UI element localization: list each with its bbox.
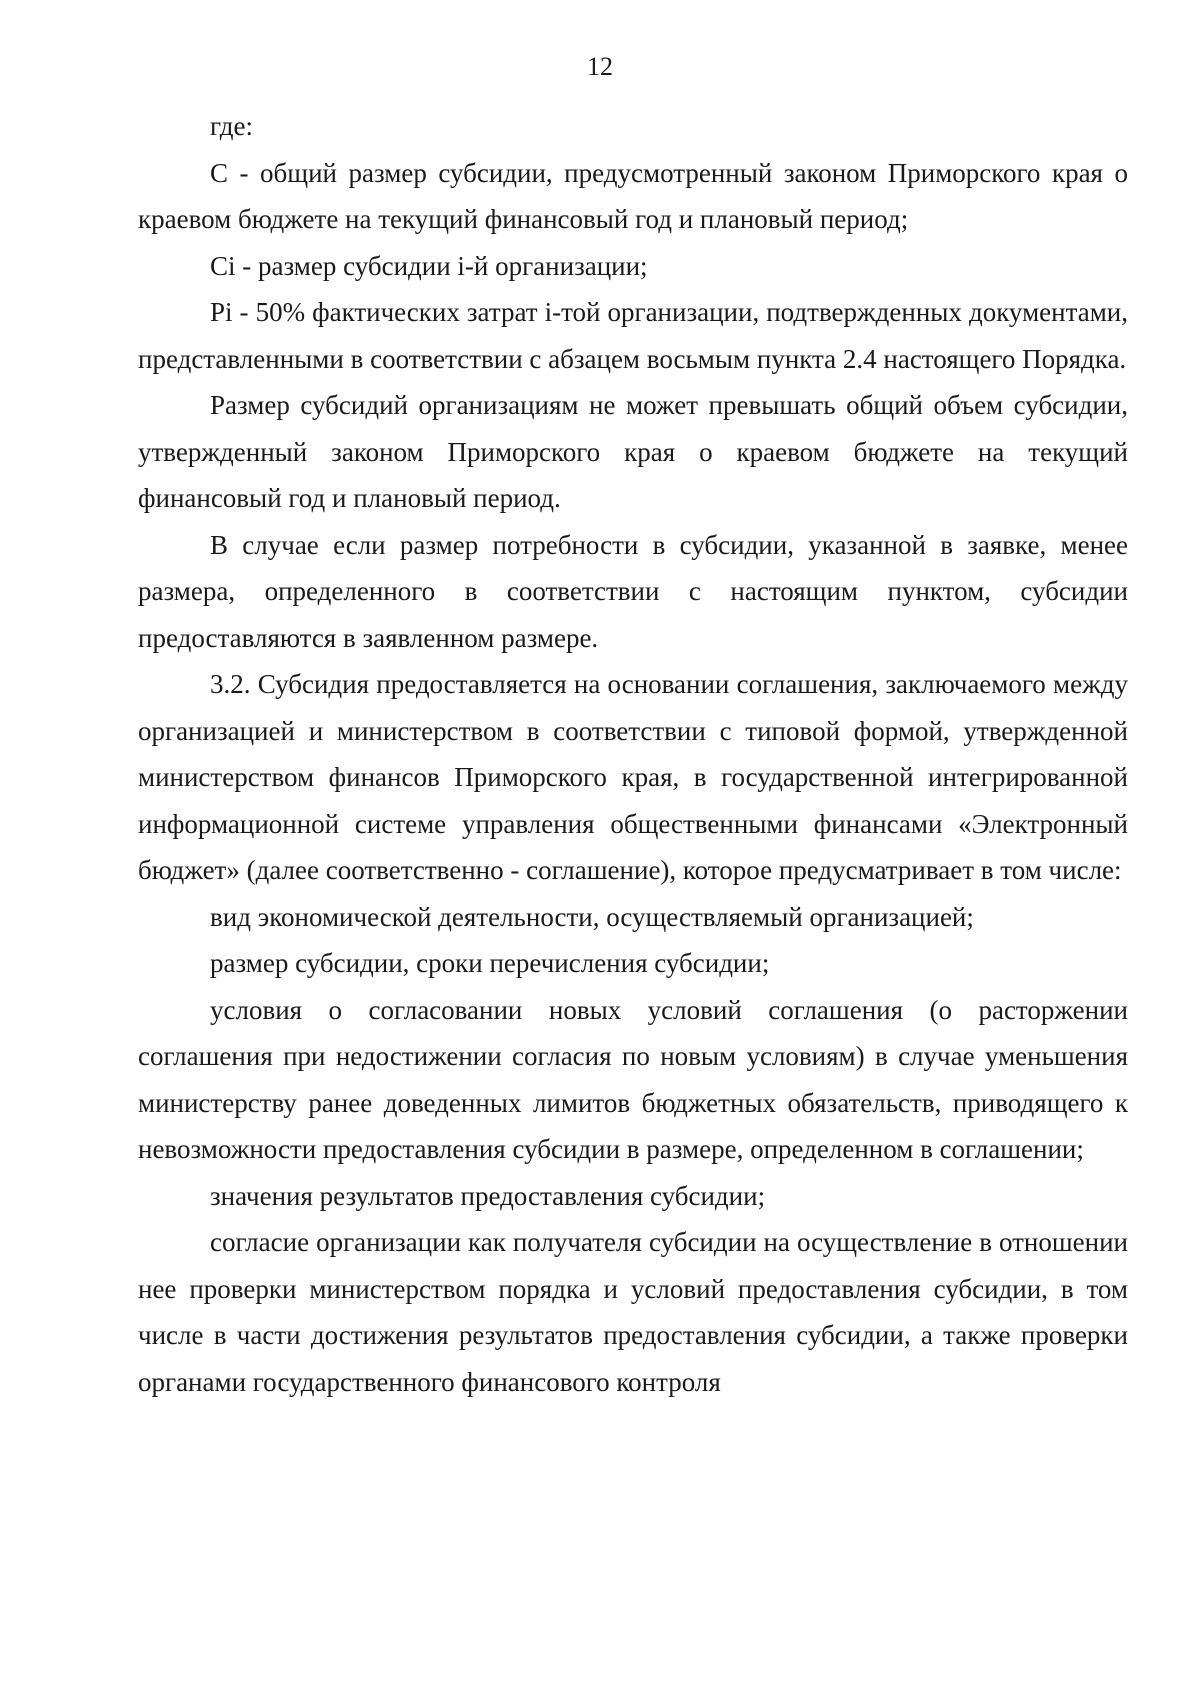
paragraph-section-3-2: 3.2. Субсидия предоставляется на основании соглашения, заключаемого между организацией и министерством в соответствии с типовой формой, утвержденной министерством финансов Приморского края, в государственной интегрированной информационной системе управления общественными финансами «Электронный бюджет» (далее соответственно - соглашение), которое предусматривает в том числе: [138,669,1128,885]
paragraph-subsidy-limit: Размер субсидий организациям не может превышать общий объем субсидии, утвержденный законом Приморского края о краевом бюджете на текущий финансовый год и плановый период. [138,390,1128,513]
paragraph-declared-amount: В случае если размер потребности в субсидии, указанной в заявке, менее размера, определенного в соответствии с настоящим пунктом, субсидии предоставляются в заявленном размере. [138,529,1128,653]
list-item-result-values: значения результатов предоставления субсидии; [210,1180,766,1211]
paragraph-definition-c: С - общий размер субсидии, предусмотренный законом Приморского края о краевом бюджете на текущий финансовый год и плановый период; [138,157,1128,234]
document-body [138,103,1128,1405]
page-number: 12 [587,52,613,81]
list-item-new-conditions: условия о согласовании новых условий соглашения (о расторжении соглашения при недостижении согласия по новым условиям) в случае уменьшения министерству ранее доведенных лимитов бюджетных обязательств, приводящего к невозможности предоставления субсидии в размере, определенном в соглашении; [138,994,1128,1164]
paragraph-where: где: [210,111,253,141]
paragraph-definition-pi: Pi - 50% фактических затрат i-той организации, подтвержденных документами, представленными в соответствии с абзацем восьмым пункта 2.4 настоящего Порядка. [138,297,1128,374]
list-item-consent-inspection: согласие организации как получателя субсидии на осуществление в отношении нее проверки министерством порядка и условий предоставления субсидии, в том числе в части достижения результатов предоставления субсидии, а также проверки органами государственного финансового контроля [138,1227,1128,1397]
list-item-activity-type: вид экономической деятельности, осуществляемый организацией; [210,901,974,932]
list-item-subsidy-terms: размер субсидии, сроки перечисления субсидии; [210,948,770,978]
paragraph-definition-ci: Ci - размер субсидии i-й организации; [210,250,648,281]
